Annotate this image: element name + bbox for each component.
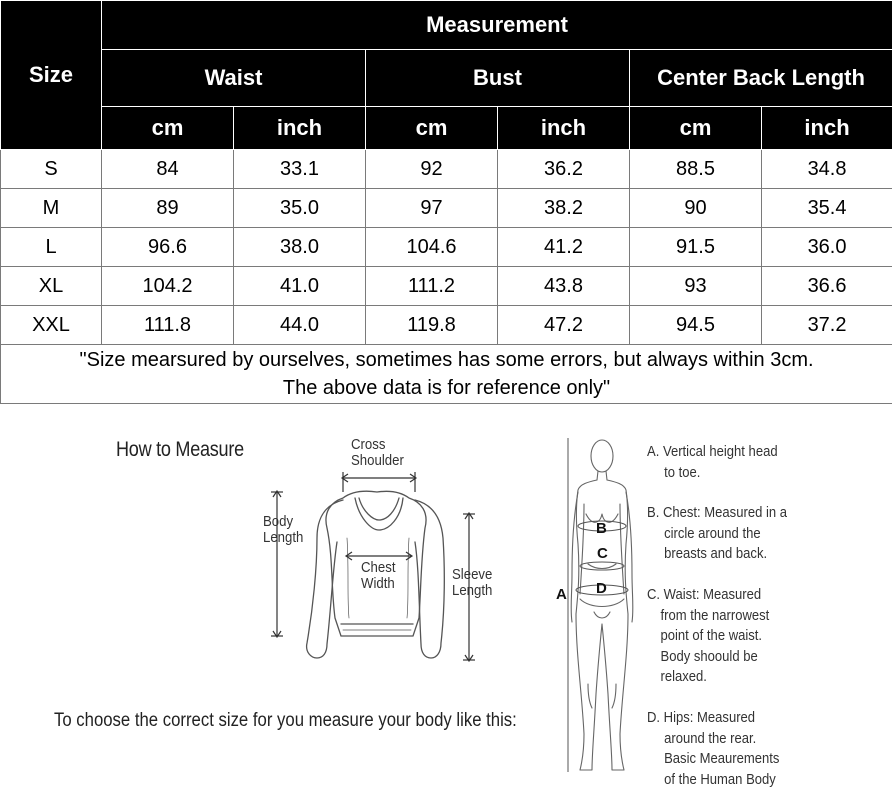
- value-cell: 104.2: [102, 267, 234, 306]
- bust-header: Bust: [366, 50, 630, 107]
- body-length-label: Body Length: [263, 513, 304, 546]
- body-letter-d: D: [596, 580, 607, 597]
- size-cell: XL: [1, 267, 102, 306]
- value-cell: 37.2: [762, 306, 892, 345]
- table-row: [1, 189, 892, 228]
- table-row: [1, 228, 892, 267]
- value-cell: 35.0: [234, 189, 366, 228]
- value-cell: 92: [366, 150, 498, 189]
- table-row: [1, 267, 892, 306]
- center-back-length-header: Center Back Length: [630, 50, 892, 107]
- value-cell: 41.0: [234, 267, 366, 306]
- value-cell: 89: [102, 189, 234, 228]
- value-cell: 35.4: [762, 189, 892, 228]
- value-cell: 94.5: [630, 306, 762, 345]
- unit-header: inch: [234, 107, 366, 150]
- unit-header: cm: [630, 107, 762, 150]
- unit-header: inch: [762, 107, 892, 150]
- value-cell: 84: [102, 150, 234, 189]
- note-c: C. Waist: Measured from the narrowest point of the waist. Body shoould be relaxed.: [647, 587, 770, 685]
- waist-header: Waist: [102, 50, 366, 107]
- value-cell: 91.5: [630, 228, 762, 267]
- value-cell: 97: [366, 189, 498, 228]
- body-letter-a: A: [556, 586, 567, 603]
- value-cell: 36.2: [498, 150, 630, 189]
- note-b: B. Chest: Measured in a circle around the breasts and back.: [647, 505, 788, 562]
- value-cell: 111.8: [102, 306, 234, 345]
- unit-header: cm: [366, 107, 498, 150]
- note-d: D. Hips: Measured around the rear. Basic Meaurements of the Human Body: [647, 710, 780, 788]
- unit-header: cm: [102, 107, 234, 150]
- value-cell: 93: [630, 267, 762, 306]
- size-cell: M: [1, 189, 102, 228]
- value-cell: 119.8: [366, 306, 498, 345]
- cross-shoulder-label: Cross Shoulder: [351, 436, 404, 469]
- size-cell: S: [1, 150, 102, 189]
- value-cell: 104.6: [366, 228, 498, 267]
- chest-width-label: Chest Width: [361, 559, 396, 592]
- value-cell: 36.6: [762, 267, 892, 306]
- table-note: [1, 345, 892, 404]
- value-cell: 38.0: [234, 228, 366, 267]
- size-header: Size: [1, 1, 102, 150]
- value-cell: 36.0: [762, 228, 892, 267]
- value-cell: 44.0: [234, 306, 366, 345]
- table-row: [1, 306, 892, 345]
- note-line-1: "Size mearsured by ourselves, sometimes has some errors, but always within 3cm.: [79, 349, 814, 371]
- value-cell: 34.8: [762, 150, 892, 189]
- choose-size-instruction: To choose the correct size for you measure your body like this:: [54, 710, 517, 731]
- value-cell: 38.2: [498, 189, 630, 228]
- note-a: A. Vertical height head to toe.: [647, 444, 778, 481]
- body-letter-c: C: [597, 545, 608, 562]
- sleeve-length-label: Sleeve Length: [452, 566, 493, 599]
- note-line-2: The above data is for reference only": [282, 377, 611, 399]
- table-row: [1, 150, 892, 189]
- size-cell: XXL: [1, 306, 102, 345]
- value-cell: 111.2: [366, 267, 498, 306]
- measurement-header: Measurement: [102, 1, 892, 50]
- unit-header: inch: [498, 107, 630, 150]
- value-cell: 96.6: [102, 228, 234, 267]
- value-cell: 88.5: [630, 150, 762, 189]
- value-cell: 43.8: [498, 267, 630, 306]
- value-cell: 47.2: [498, 306, 630, 345]
- value-cell: 33.1: [234, 150, 366, 189]
- value-cell: 41.2: [498, 228, 630, 267]
- body-figure: [566, 434, 638, 776]
- value-cell: 90: [630, 189, 762, 228]
- table-note-row: [1, 345, 892, 404]
- how-to-measure-title: How to Measure: [116, 438, 244, 461]
- body-letter-b: B: [596, 520, 607, 537]
- size-cell: L: [1, 228, 102, 267]
